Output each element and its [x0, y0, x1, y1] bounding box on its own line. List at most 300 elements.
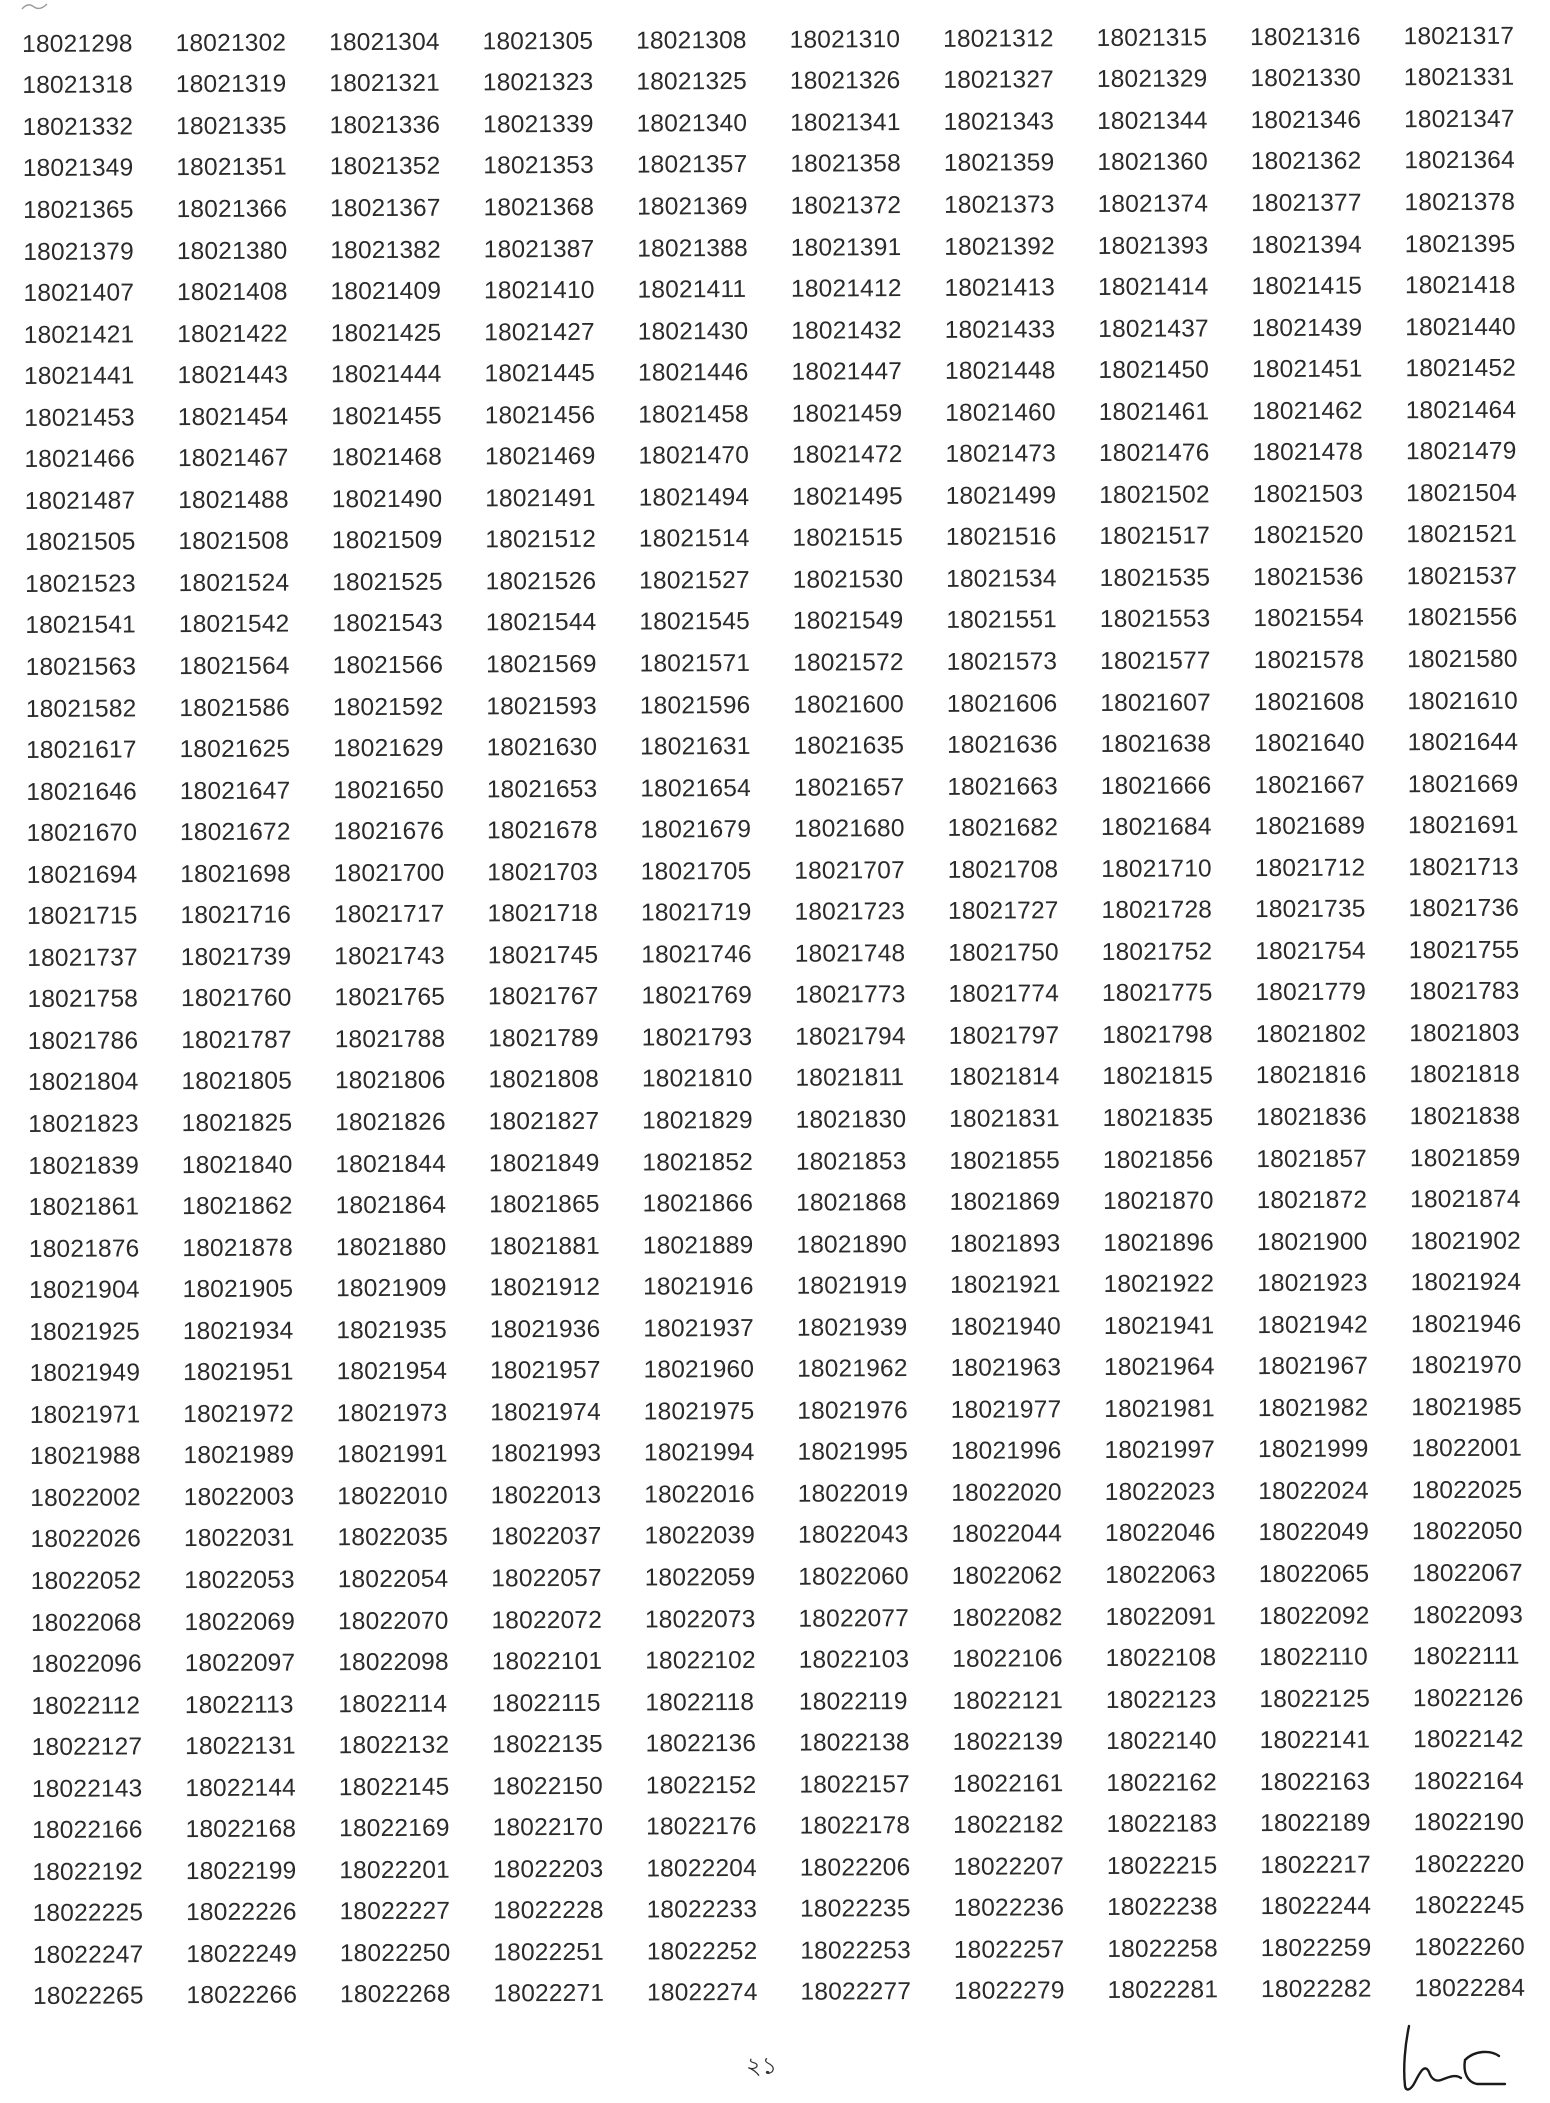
roll-number-cell: 18021844 [335, 1150, 447, 1178]
roll-number-cell: 18021452 [1405, 354, 1517, 383]
roll-number-cell: 18022067 [1412, 1559, 1523, 1588]
roll-number-cell: 18021343 [943, 108, 1055, 136]
roll-number-cell: 18021804 [27, 1068, 139, 1097]
roll-number-cell: 18021802 [1255, 1020, 1367, 1049]
roll-number-cell: 18021798 [1102, 1021, 1213, 1049]
roll-number-cell: 18022043 [797, 1521, 909, 1550]
roll-number-cell: 18021912 [489, 1273, 601, 1302]
roll-number-cell: 18021374 [1097, 190, 1209, 218]
roll-number-cell: 18022068 [30, 1608, 142, 1637]
roll-number-cell: 18021823 [28, 1110, 139, 1138]
roll-number-cell: 18022204 [646, 1854, 757, 1883]
roll-number-cell: 18021441 [23, 362, 135, 391]
roll-number-cell: 18021346 [1250, 106, 1362, 134]
roll-number-cell: 18022125 [1259, 1685, 1371, 1713]
roll-number-cell: 18022235 [799, 1895, 911, 1924]
roll-number-cell: 18021861 [28, 1193, 140, 1222]
roll-number-cell: 18021684 [1100, 813, 1212, 842]
roll-number-cell: 18021410 [483, 276, 595, 305]
roll-number-cell: 18022053 [184, 1566, 295, 1595]
roll-number-cell: 18022060 [798, 1563, 909, 1591]
roll-number-cell: 18021783 [1408, 977, 1520, 1006]
roll-number-cell: 18021974 [490, 1398, 601, 1427]
roll-number-cell: 18022228 [492, 1897, 604, 1925]
roll-number-cell: 18021447 [791, 358, 903, 386]
roll-number-cell: 18021937 [643, 1314, 754, 1343]
roll-number-cell: 18021577 [1100, 647, 1211, 675]
roll-number-cell: 18021954 [336, 1357, 448, 1386]
roll-number-cell: 18021678 [486, 816, 598, 845]
roll-number-cell: 18021373 [943, 191, 1055, 219]
roll-number-cell: 18022136 [645, 1730, 757, 1758]
roll-number-cell: 18021364 [1404, 147, 1515, 175]
roll-number-cell: 18022245 [1413, 1892, 1525, 1920]
roll-number-cell: 18021339 [482, 110, 594, 139]
roll-number-cell: 18022119 [798, 1687, 908, 1716]
roll-number-cell: 18021698 [180, 860, 291, 888]
roll-number-cell: 18021582 [25, 694, 137, 723]
roll-number-cell: 18021571 [639, 649, 751, 678]
roll-number-cell: 18021880 [335, 1233, 447, 1261]
roll-number-cell: 18021773 [794, 981, 906, 1010]
roll-number-cell: 18021534 [946, 565, 1057, 593]
roll-number-cell: 18022140 [1106, 1727, 1217, 1756]
roll-number-cell: 18021586 [179, 694, 291, 722]
roll-number-cell: 18021864 [335, 1191, 447, 1220]
roll-number-cell: 18021427 [484, 318, 595, 347]
roll-number-cell: 18021509 [331, 526, 443, 555]
roll-number-cell: 18021512 [485, 526, 597, 554]
roll-number-cell: 18022098 [338, 1648, 449, 1677]
roll-number-cell: 18022082 [951, 1603, 1063, 1632]
roll-number-cell: 18021840 [181, 1151, 293, 1179]
roll-number-cell: 18021865 [489, 1190, 600, 1219]
roll-number-cell: 18021440 [1405, 313, 1516, 341]
roll-number-cell: 18021859 [1409, 1144, 1521, 1172]
roll-number-cell: 18021657 [793, 773, 905, 802]
roll-number-cell: 18021310 [789, 25, 901, 54]
roll-number-cell: 18021988 [29, 1442, 141, 1471]
roll-number-cell: 18021916 [642, 1273, 754, 1301]
roll-number-cell: 18021982 [1257, 1394, 1369, 1422]
roll-number-cell: 18021752 [1101, 938, 1213, 966]
roll-number-cell: 18022039 [644, 1522, 756, 1551]
roll-number-cell: 18021874 [1410, 1185, 1521, 1214]
roll-number-cell: 18022103 [798, 1646, 910, 1674]
roll-number-cell: 18022132 [338, 1731, 450, 1760]
roll-number-cell: 18021989 [183, 1441, 295, 1470]
roll-number-cell: 18021572 [793, 649, 904, 677]
roll-number-cell: 18022178 [799, 1812, 911, 1840]
roll-number-cell: 18021925 [29, 1318, 140, 1346]
roll-number-cell: 18022282 [1260, 1975, 1372, 2004]
roll-number-cell: 18021466 [24, 445, 136, 474]
roll-number-cell: 18021432 [791, 316, 902, 345]
roll-number-cell: 18021713 [1408, 853, 1519, 881]
roll-number-cell: 18021487 [24, 487, 136, 515]
roll-number-cell: 18021317 [1403, 22, 1515, 51]
roll-number-cell: 18021321 [329, 69, 441, 98]
roll-number-cell: 18021462 [1252, 397, 1363, 425]
roll-number-cell: 18022096 [31, 1650, 142, 1679]
roll-number-cell: 18021767 [487, 983, 599, 1011]
roll-number-cell: 18021849 [488, 1149, 600, 1177]
roll-number-cell: 18022225 [32, 1899, 144, 1928]
roll-number-cell: 18021491 [485, 484, 596, 513]
roll-number-cell: 18021818 [1409, 1061, 1521, 1089]
roll-number-cell: 18022258 [1107, 1935, 1218, 1963]
roll-number-cell: 18022123 [1105, 1685, 1217, 1714]
roll-number-cell: 18021811 [795, 1064, 905, 1093]
roll-number-cell: 18021750 [948, 939, 1059, 967]
roll-number-cell: 18021606 [946, 689, 1058, 718]
roll-number-cell: 18021876 [28, 1234, 140, 1263]
roll-number-cell: 18021488 [178, 486, 289, 514]
roll-number-cell: 18021960 [643, 1356, 755, 1384]
roll-number-cell: 18021378 [1404, 188, 1516, 217]
roll-number-cell: 18021610 [1407, 687, 1518, 715]
roll-number-cell: 18021459 [791, 399, 903, 428]
roll-number-cell: 18021544 [485, 609, 597, 637]
roll-number-cell: 18021797 [948, 1022, 1060, 1050]
roll-number-cell: 18021786 [27, 1027, 139, 1055]
roll-number-cell: 18021838 [1409, 1102, 1521, 1131]
roll-number-cell: 18022115 [491, 1689, 601, 1718]
roll-number-cell: 18021517 [1099, 522, 1211, 551]
roll-number-cell: 18021454 [177, 403, 289, 431]
page-number: ২১ [746, 2053, 778, 2080]
roll-number-cell: 18022138 [799, 1729, 910, 1757]
roll-number-cell: 18021647 [179, 777, 291, 805]
roll-number-cell: 18021779 [1255, 978, 1367, 1007]
roll-number-cell: 18021806 [334, 1067, 446, 1095]
roll-number-cell: 18021358 [790, 150, 901, 179]
roll-number-cell: 18021349 [22, 154, 134, 183]
roll-number-cell: 18021330 [1250, 64, 1362, 93]
roll-number-cell: 18021940 [950, 1312, 1061, 1341]
roll-number-cell: 18021395 [1404, 230, 1516, 258]
roll-number-cell: 18021754 [1255, 937, 1366, 965]
roll-number-cell: 18021829 [642, 1106, 753, 1135]
roll-number-cell: 18021975 [643, 1397, 755, 1426]
roll-number-cell: 18022019 [797, 1479, 909, 1508]
roll-number-cell: 18021525 [332, 568, 443, 597]
roll-number-cell: 18022142 [1413, 1725, 1524, 1754]
roll-number-cell: 18021476 [1098, 439, 1210, 468]
roll-number-cell: 18021939 [796, 1313, 908, 1342]
roll-number-cell: 18021787 [181, 1026, 292, 1055]
roll-number-cell: 18021326 [789, 67, 901, 96]
roll-number-cell: 18022251 [493, 1938, 604, 1967]
roll-number-cell: 18021976 [797, 1396, 908, 1425]
roll-number-cell: 18021805 [181, 1067, 293, 1096]
roll-number-cell: 18021737 [27, 944, 138, 972]
roll-number-cell: 18022097 [184, 1649, 296, 1678]
roll-number-cell: 18022010 [337, 1482, 448, 1511]
roll-number-cell: 18021505 [24, 528, 136, 557]
roll-number-cell: 18021748 [794, 939, 906, 968]
roll-number-cell: 18021852 [642, 1148, 754, 1177]
roll-number-cell: 18022013 [490, 1481, 602, 1510]
roll-number-cell: 18021318 [22, 71, 134, 100]
roll-number-cell: 18022126 [1412, 1684, 1524, 1712]
roll-number-cell: 18021451 [1251, 355, 1363, 384]
roll-number-cell: 18021708 [947, 855, 1059, 884]
roll-number-cell: 18021985 [1411, 1393, 1522, 1422]
roll-number-cell: 18021949 [29, 1359, 141, 1388]
roll-number-cell: 18021478 [1252, 438, 1364, 467]
roll-number-cell: 18021672 [179, 818, 291, 847]
roll-number-cell: 18021455 [331, 402, 442, 430]
roll-number-cell: 18021302 [175, 29, 287, 57]
roll-number-cell: 18021666 [1100, 771, 1212, 800]
roll-number-cell: 18021336 [329, 111, 441, 140]
roll-number-cell: 18021936 [489, 1315, 601, 1344]
roll-number-cell: 18022170 [492, 1814, 604, 1842]
roll-number-cell: 18021735 [1254, 895, 1366, 924]
roll-number-cell: 18022176 [646, 1813, 757, 1841]
roll-number-cell: 18021705 [640, 857, 752, 886]
roll-number-cell: 18021878 [182, 1234, 294, 1262]
roll-number-cell: 18021362 [1250, 147, 1362, 176]
roll-number-cell: 18022226 [185, 1898, 297, 1927]
roll-number-cell: 18021890 [796, 1230, 908, 1259]
roll-number-cell: 18021527 [639, 566, 750, 595]
roll-number-cell: 18021825 [181, 1109, 293, 1138]
roll-number-cell: 18021893 [949, 1229, 1061, 1258]
roll-number-cell: 18021712 [1254, 854, 1366, 882]
roll-number-cell: 18021554 [1253, 604, 1365, 633]
roll-number-cell: 18021520 [1252, 521, 1364, 550]
roll-number-cell: 18021367 [329, 194, 441, 223]
roll-number-cell: 18022112 [31, 1692, 141, 1720]
roll-number-cell: 18022062 [951, 1562, 1063, 1590]
roll-number-cell: 18021444 [330, 360, 442, 389]
roll-number-cell: 18021578 [1253, 646, 1365, 675]
roll-number-cell: 18021357 [636, 151, 748, 179]
roll-number-cell: 18021694 [26, 861, 138, 889]
roll-number-cell: 18021415 [1251, 272, 1363, 301]
roll-number-cell: 18021646 [26, 777, 137, 806]
roll-number-cell: 18021922 [1103, 1270, 1215, 1299]
roll-number-cell: 18022145 [338, 1773, 450, 1801]
roll-number-cell: 18021816 [1255, 1061, 1367, 1090]
roll-number-cell: 18021360 [1097, 148, 1208, 177]
roll-number-cell: 18021409 [330, 277, 442, 306]
roll-number-cell: 18021445 [484, 359, 596, 388]
roll-number-cell: 18021700 [333, 859, 445, 887]
roll-number-cell: 18021368 [483, 193, 595, 222]
roll-number-cell: 18022073 [644, 1605, 756, 1634]
roll-number-cell: 18022252 [646, 1937, 758, 1966]
roll-number-cell: 18021467 [177, 444, 289, 473]
roll-number-cell: 18022091 [1105, 1602, 1217, 1631]
roll-number-cell: 18021689 [1254, 812, 1366, 841]
roll-number-cell: 18021728 [1101, 896, 1213, 925]
roll-number-cell: 18021703 [487, 858, 598, 887]
roll-number-cell: 18021644 [1407, 728, 1519, 757]
roll-number-cell: 18021461 [1098, 398, 1210, 426]
roll-number-cell: 18021446 [637, 359, 749, 387]
roll-number-cell: 18021789 [488, 1024, 599, 1053]
roll-number-cell: 18021638 [1100, 730, 1212, 759]
roll-number-cell: 18022141 [1259, 1726, 1371, 1755]
roll-number-cell: 18021543 [332, 610, 444, 638]
roll-number-cell: 18021654 [640, 774, 751, 803]
roll-number-cell: 18021963 [950, 1354, 1062, 1383]
roll-number-cell: 18022207 [953, 1853, 1064, 1881]
roll-number-cell: 18021430 [637, 317, 749, 346]
roll-number-cell: 18021736 [1408, 894, 1520, 923]
roll-number-cell: 18021499 [945, 482, 1057, 510]
signature-icon [1395, 2020, 1510, 2100]
roll-number-cell: 18021329 [1096, 65, 1208, 94]
roll-number-cell: 18021803 [1409, 1019, 1520, 1048]
roll-number-cell: 18022166 [32, 1816, 143, 1845]
roll-number-cell: 18021408 [176, 278, 288, 307]
roll-number-cell: 18022183 [1106, 1810, 1218, 1839]
roll-number-cell: 18021469 [484, 443, 596, 471]
roll-number-cell: 18021556 [1406, 604, 1518, 632]
roll-number-cell: 18021650 [333, 776, 444, 804]
roll-number-cell: 18022247 [32, 1941, 144, 1969]
roll-number-cell: 18021298 [22, 30, 133, 58]
roll-number-cell: 18021866 [642, 1190, 754, 1218]
roll-number-cell: 18021347 [1403, 105, 1515, 134]
roll-number-cell: 18021335 [175, 112, 287, 141]
roll-number-cell: 18021814 [948, 1063, 1060, 1092]
roll-number-cell: 18021359 [943, 149, 1055, 178]
roll-number-cell: 18021919 [796, 1272, 908, 1300]
roll-number-cell: 18021607 [1100, 688, 1211, 717]
roll-number-cell: 18021857 [1256, 1145, 1368, 1173]
roll-number-cell: 18022044 [951, 1520, 1063, 1549]
roll-number-cell: 18022102 [645, 1647, 756, 1675]
roll-number-cell: 18021312 [943, 25, 1054, 53]
roll-number-cell: 18021951 [182, 1358, 294, 1387]
scan-mark-icon [20, 0, 50, 14]
roll-number-cell: 18021413 [944, 274, 1056, 302]
roll-number-cell: 18021868 [796, 1189, 907, 1217]
roll-number-cell: 18021970 [1410, 1351, 1522, 1380]
roll-number-cell: 18021663 [947, 772, 1058, 801]
roll-number-cell: 18022274 [646, 1979, 758, 2008]
roll-number-cell: 18021855 [949, 1146, 1061, 1175]
roll-number-cell: 18022279 [953, 1977, 1065, 2006]
roll-number-cell: 18021523 [25, 570, 136, 598]
roll-number-cell: 18021831 [949, 1105, 1060, 1133]
roll-number-cell: 18021964 [1103, 1353, 1215, 1382]
roll-number-cell: 18022110 [1259, 1643, 1369, 1672]
roll-number-cell: 18022244 [1260, 1892, 1372, 1921]
roll-number-cell: 18022035 [337, 1524, 449, 1552]
roll-number-cell: 18022054 [337, 1565, 449, 1594]
roll-number-cell: 18022168 [185, 1815, 297, 1844]
roll-number-cell: 18021946 [1410, 1310, 1522, 1338]
roll-number-cell: 18022236 [953, 1894, 1065, 1923]
roll-number-cell: 18021304 [329, 28, 440, 57]
roll-number-cell: 18022003 [183, 1483, 295, 1512]
roll-number-cell: 18021862 [182, 1192, 293, 1221]
roll-number-cell: 18022266 [186, 1981, 298, 2010]
roll-number-cell: 18021935 [336, 1316, 447, 1344]
roll-number-cell: 18021495 [792, 482, 903, 511]
roll-number-cell: 18022024 [1258, 1477, 1369, 1506]
roll-number-cell: 18021788 [334, 1025, 446, 1054]
roll-number-cell: 18022049 [1258, 1518, 1370, 1547]
roll-number-cell: 18021972 [183, 1400, 294, 1428]
roll-number-cell: 18021514 [638, 525, 750, 553]
roll-number-cell: 18021755 [1408, 936, 1520, 965]
roll-number-cell: 18021995 [797, 1438, 909, 1467]
roll-number-cell: 18022057 [491, 1564, 602, 1593]
roll-number-cell: 18021456 [484, 401, 596, 430]
roll-number-cell: 18021379 [23, 237, 134, 266]
roll-number-cell: 18021902 [1410, 1227, 1522, 1255]
roll-number-cell: 18021545 [639, 608, 751, 636]
roll-number-cell: 18021380 [176, 237, 288, 265]
roll-number-cell: 18022163 [1259, 1768, 1371, 1796]
roll-number-cell: 18022260 [1414, 1933, 1525, 1962]
roll-number-cell: 18022052 [30, 1567, 142, 1595]
roll-number-cell: 18021433 [944, 315, 1056, 344]
roll-number-cell: 18021991 [336, 1441, 448, 1469]
roll-number-cell: 18022069 [184, 1608, 296, 1636]
roll-number-cell: 18021719 [640, 899, 752, 927]
roll-number-cell: 18021393 [1097, 231, 1209, 260]
roll-number-cell: 18021994 [643, 1439, 755, 1467]
roll-number-cell: 18021524 [178, 569, 290, 598]
roll-number-cell: 18021723 [794, 898, 906, 926]
roll-number-cell: 18021553 [1099, 605, 1211, 634]
roll-number-cell: 18021881 [489, 1232, 601, 1261]
roll-number-cell: 18021827 [488, 1107, 600, 1136]
roll-number-cell: 18021717 [333, 900, 445, 929]
roll-number-cell: 18021718 [487, 900, 599, 928]
roll-number-cell: 18022135 [492, 1730, 603, 1759]
roll-number-cell: 18022206 [799, 1853, 911, 1882]
roll-number-cell: 18021934 [182, 1317, 294, 1345]
roll-number-cell: 18021563 [25, 653, 137, 681]
roll-number-cell: 18021566 [332, 651, 444, 680]
roll-number-cell: 18021353 [483, 152, 594, 180]
roll-number-cell: 18021530 [792, 565, 904, 594]
roll-number-cell: 18021593 [486, 692, 598, 720]
roll-number-cell: 18022127 [31, 1733, 143, 1762]
roll-number-cell: 18022259 [1260, 1934, 1372, 1963]
roll-number-cell: 18021765 [334, 983, 446, 1012]
roll-number-cell: 18022253 [800, 1936, 911, 1965]
roll-number-cell: 18021653 [486, 775, 598, 804]
roll-number-cell: 18021608 [1253, 688, 1365, 716]
roll-number-cell: 18021835 [1102, 1104, 1214, 1132]
roll-number-cell: 18021549 [792, 607, 904, 636]
roll-number-cell: 18021521 [1406, 520, 1518, 549]
roll-number-cell: 18022059 [644, 1563, 756, 1592]
roll-number-cell: 18021407 [23, 279, 135, 308]
roll-number-cell: 18022220 [1413, 1850, 1525, 1879]
roll-number-cell: 18021962 [796, 1355, 908, 1383]
roll-number-cell: 18021464 [1405, 396, 1517, 424]
roll-number-cell: 18021536 [1253, 563, 1364, 592]
roll-number-cell: 18021923 [1256, 1269, 1368, 1298]
roll-number-cell: 18022284 [1414, 1975, 1526, 2003]
roll-number-cell: 18021630 [486, 733, 598, 762]
roll-number-cell: 18021352 [329, 153, 441, 181]
roll-number-cell: 18021967 [1257, 1352, 1369, 1381]
roll-number-cell: 18021365 [22, 196, 134, 224]
roll-number-cell: 18021670 [26, 819, 138, 848]
